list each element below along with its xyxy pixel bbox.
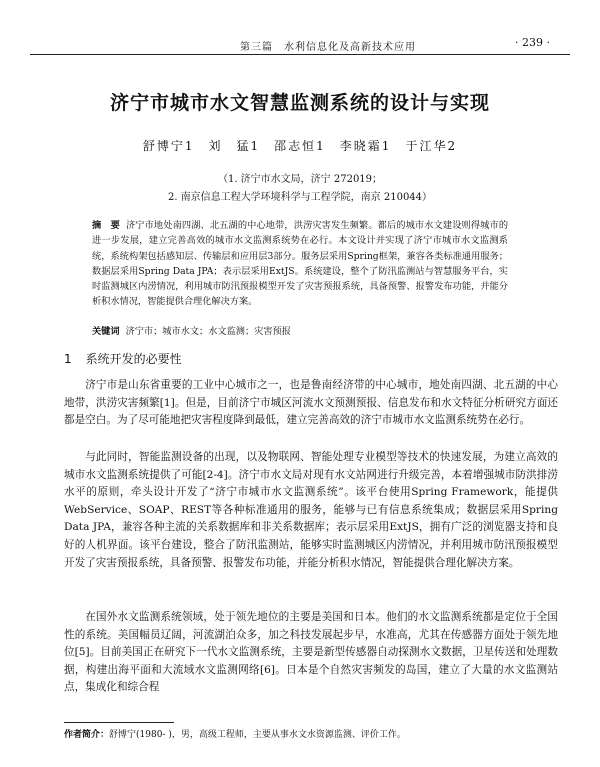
paragraph-text: 在国外水文监测系统领域，处于领先地位的主要是美国和日本。他们的水文监测系统都是定位于全国性的系统。美国幅员辽阔，河流湖泊众多，加之科技发展起步早，水准高，尤其在传感器方面处于领先地位[5]。目前美国正在研究下一代水文监测系统，主要是新型传感器自动探测水文数据，卫星传送和处理数据，构建出海平面和大流域水文监测网络[6]。日本是个自然灾害频发的岛国，建立了大量的水文监测站点，集成化和综合程 bbox=[64, 611, 558, 694]
section-title: 系统开发的必要性 bbox=[85, 352, 182, 366]
abstract-text: 济宁市地处南四湖、北五湖的中心地带，洪涝灾害发生频繁。都后的城市水文建设则得城市的进一步发展，建立完善高效的城市水文监测系统势在必行。本文设计并实现了济宁市城市水文监测系统，系统构架包括感知层、传输层和应用层3部分。服务层采用Spring框架，兼容各类标准通用服务；数据层采用Spring Data JPA；表示层采用ExtJS。系统建设，整个了防汛监测站与智慧服务平台，实时监测城区内涝情况，利用城市防汛预报模型开发了灾害预报系统，具备预警、报警发布功能，并能分析积水情况，智能提供合理化解决方案。 bbox=[92, 220, 509, 308]
abstract-label: 摘 要 bbox=[92, 220, 120, 231]
footnote-rule bbox=[64, 722, 174, 723]
keywords-label: 关键词 bbox=[92, 326, 120, 337]
abstract bbox=[92, 218, 508, 310]
keywords-text: 济宁市；城市水文；水文监测；灾害预报 bbox=[125, 326, 291, 337]
author-list: 舒博宁1 刘 猛1 邵志恒1 李晓霜1 于江华2 bbox=[142, 139, 458, 153]
footnote-label: 作者简介： bbox=[64, 730, 110, 740]
paper-title: 济宁市城市水文智慧监测系统的设计与实现 bbox=[109, 92, 490, 114]
paragraph-text: 济宁市是山东省重要的工业中心城市之一，也是鲁南经济带的中心城市，地处南四湖、北五湖的中心地带，洪涝灾害频繁[1]。但是，目前济宁市城区河流水文预测预报、信息发布和水文特征分析研究方面还都是空白。为了尽可能地把灾害程度降到最低，建立完善高效的济宁市城市水文监测系统势在必行。 bbox=[64, 379, 558, 427]
running-header bbox=[30, 36, 570, 52]
affiliation-2: 2. 南京信息工程大学环境科学与工程学院，南京 210044） bbox=[167, 192, 433, 203]
footnote-text: 舒博宁(1980- )，男，高级工程师，主要从事水文水资源监测、评价工作。 bbox=[109, 730, 406, 740]
journal-section: 第三篇 水利信息化及高新技术应用 bbox=[240, 42, 416, 53]
paragraph-text: 与此同时，智能监测设备的出现，以及物联网、智能处理专业模型等技术的快速发展，为建立高效的城市水文监测系统提供了可能[2-4]。济宁市水文局对现有水文站网进行升级完善，本着增强城市防洪排涝水平的原则，牵头设计开发了“济宁市城市水文监测系统”。该平台使用Spring Framework，能提供WebService、SOAP、REST等各种标准通用的服务，能够与已有信息系统集成；数据层采用Spring Data JPA，兼容各种主流的关系数据库和非关系数据库；表示层采用ExtJS，拥有广泛的浏览器支持和良好的人机界面。该平台建设，整合了防汛监测站，能够实时监测城区内涝情况，并利用城市防汛预报模型开发了灾害预报系统，具备预警、报警发布功能，并能分析积水情况，智能提供合理化解决方案。 bbox=[64, 451, 558, 569]
body-paragraph-2 bbox=[64, 449, 558, 572]
section-number: 1 bbox=[64, 352, 72, 366]
affiliation-1: （1. 济宁市水文局，济宁 272019； bbox=[217, 174, 383, 185]
page-number: · 239 · bbox=[515, 36, 550, 49]
body-paragraph-3 bbox=[64, 609, 558, 697]
body-paragraph-1 bbox=[64, 377, 558, 430]
header-rule bbox=[30, 54, 570, 55]
section-heading bbox=[64, 350, 182, 367]
author-footnote bbox=[64, 727, 558, 740]
keywords bbox=[92, 323, 508, 337]
